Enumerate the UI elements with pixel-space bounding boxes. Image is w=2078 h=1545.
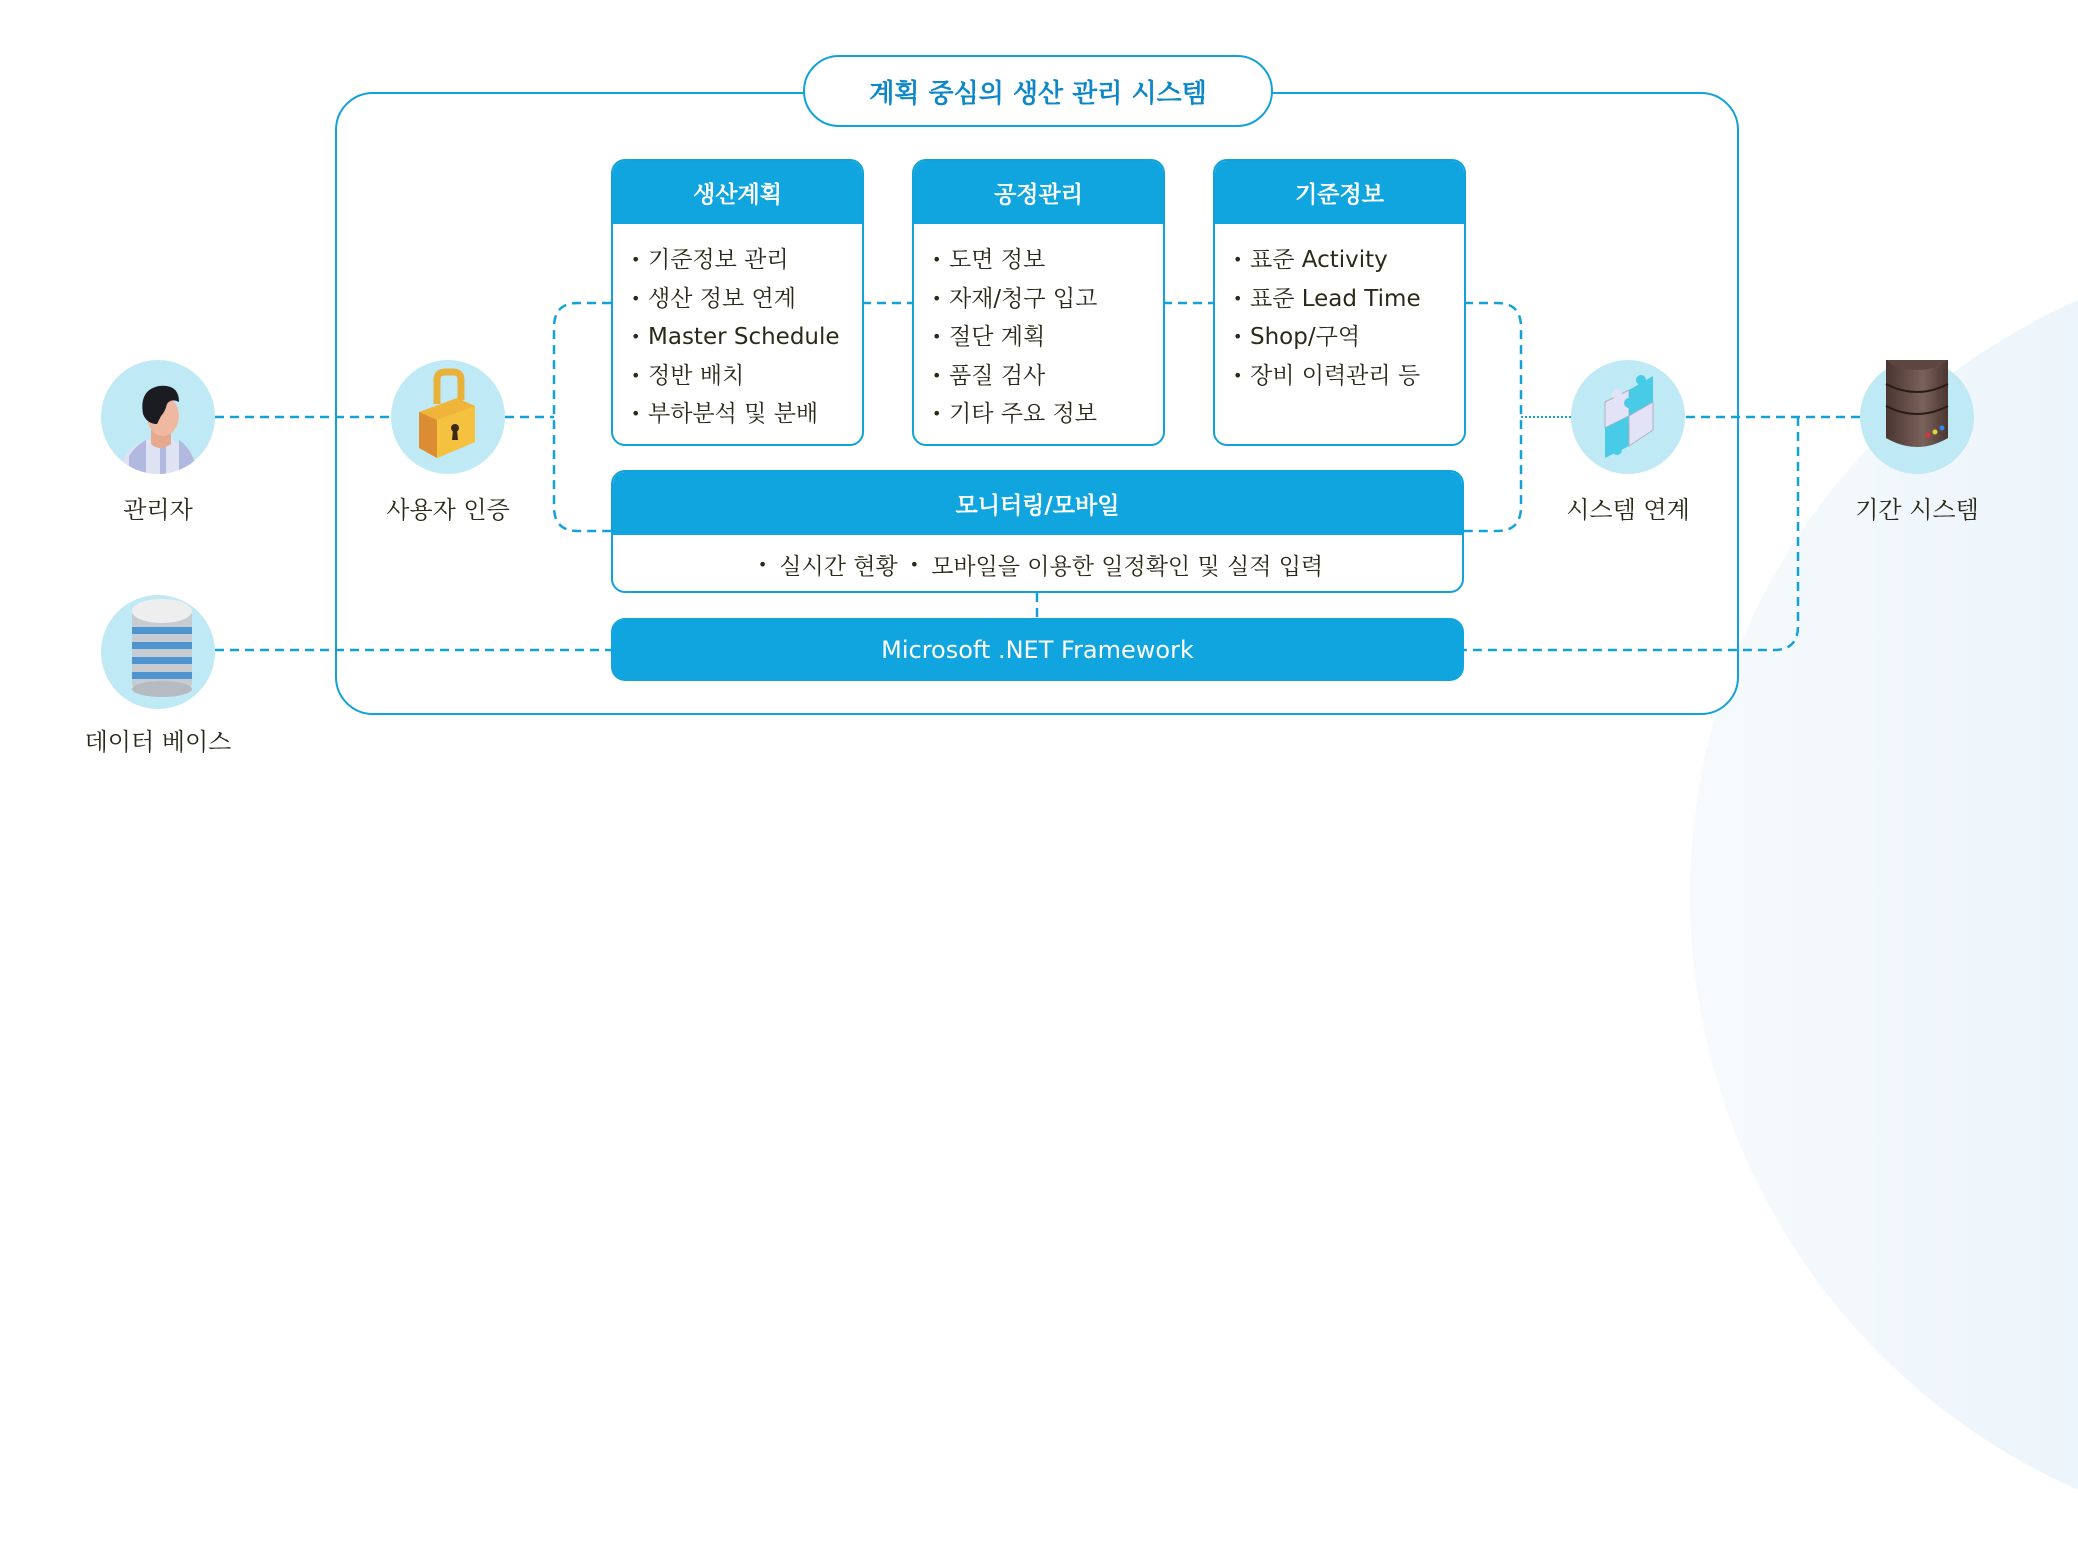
- monitoring-mobile-panel: [611, 470, 1464, 593]
- framework-bar: Microsoft .NET Framework: [611, 618, 1464, 681]
- list-item: • 기준정보 관리: [631, 241, 862, 280]
- core-system-node: [1860, 360, 1974, 474]
- bullet-icon: •: [757, 554, 768, 574]
- admin-node: [101, 360, 215, 474]
- server-icon: [1860, 360, 1974, 474]
- person-icon: [101, 360, 215, 474]
- list-item: • 자재/청구 입고: [932, 280, 1163, 319]
- puzzle-icon: [1571, 360, 1685, 474]
- auth-label: 사용자 인증: [386, 496, 510, 524]
- monitoring-item: 실시간 현황: [779, 553, 898, 580]
- module-card-process-management: [912, 159, 1165, 446]
- list-item: • 절단 계획: [932, 318, 1163, 357]
- module-header: 공정관리: [914, 161, 1163, 224]
- integration-node: [1571, 360, 1685, 474]
- list-item: • 정반 배치: [631, 357, 862, 396]
- bullet-icon: •: [909, 554, 920, 574]
- database-label: 데이터 베이스: [84, 728, 232, 756]
- module-header: 기준정보: [1215, 161, 1464, 224]
- module-card-production-planning: [611, 159, 864, 446]
- database-icon: [101, 595, 215, 709]
- list-item: • 부하분석 및 분배: [631, 395, 862, 434]
- admin-label: 관리자: [123, 496, 193, 524]
- auth-node: [391, 360, 505, 474]
- database-node: [101, 595, 215, 709]
- module-card-reference-info: [1213, 159, 1466, 446]
- module-header: 생산계획: [613, 161, 862, 224]
- list-item: • 기타 주요 정보: [932, 395, 1163, 434]
- list-item: • Master Schedule: [631, 318, 862, 357]
- page-title: 계획 중심의 생산 관리 시스템: [803, 55, 1273, 127]
- list-item: • 표준 Activity: [1233, 241, 1464, 280]
- monitoring-item: 모바일을 이용한 일정확인 및 실적 입력: [931, 553, 1324, 580]
- list-item: • 생산 정보 연계: [631, 280, 862, 319]
- monitoring-header: 모니터링/모바일: [613, 472, 1462, 535]
- list-item: • 표준 Lead Time: [1233, 280, 1464, 319]
- lock-icon: [391, 360, 505, 474]
- list-item: • Shop/구역: [1233, 318, 1464, 357]
- core-system-label: 기간 시스템: [1855, 496, 1979, 524]
- list-item: • 도면 정보: [932, 241, 1163, 280]
- list-item: • 품질 검사: [932, 357, 1163, 396]
- integration-label: 시스템 연계: [1566, 496, 1690, 524]
- list-item: • 장비 이력관리 등: [1233, 357, 1464, 396]
